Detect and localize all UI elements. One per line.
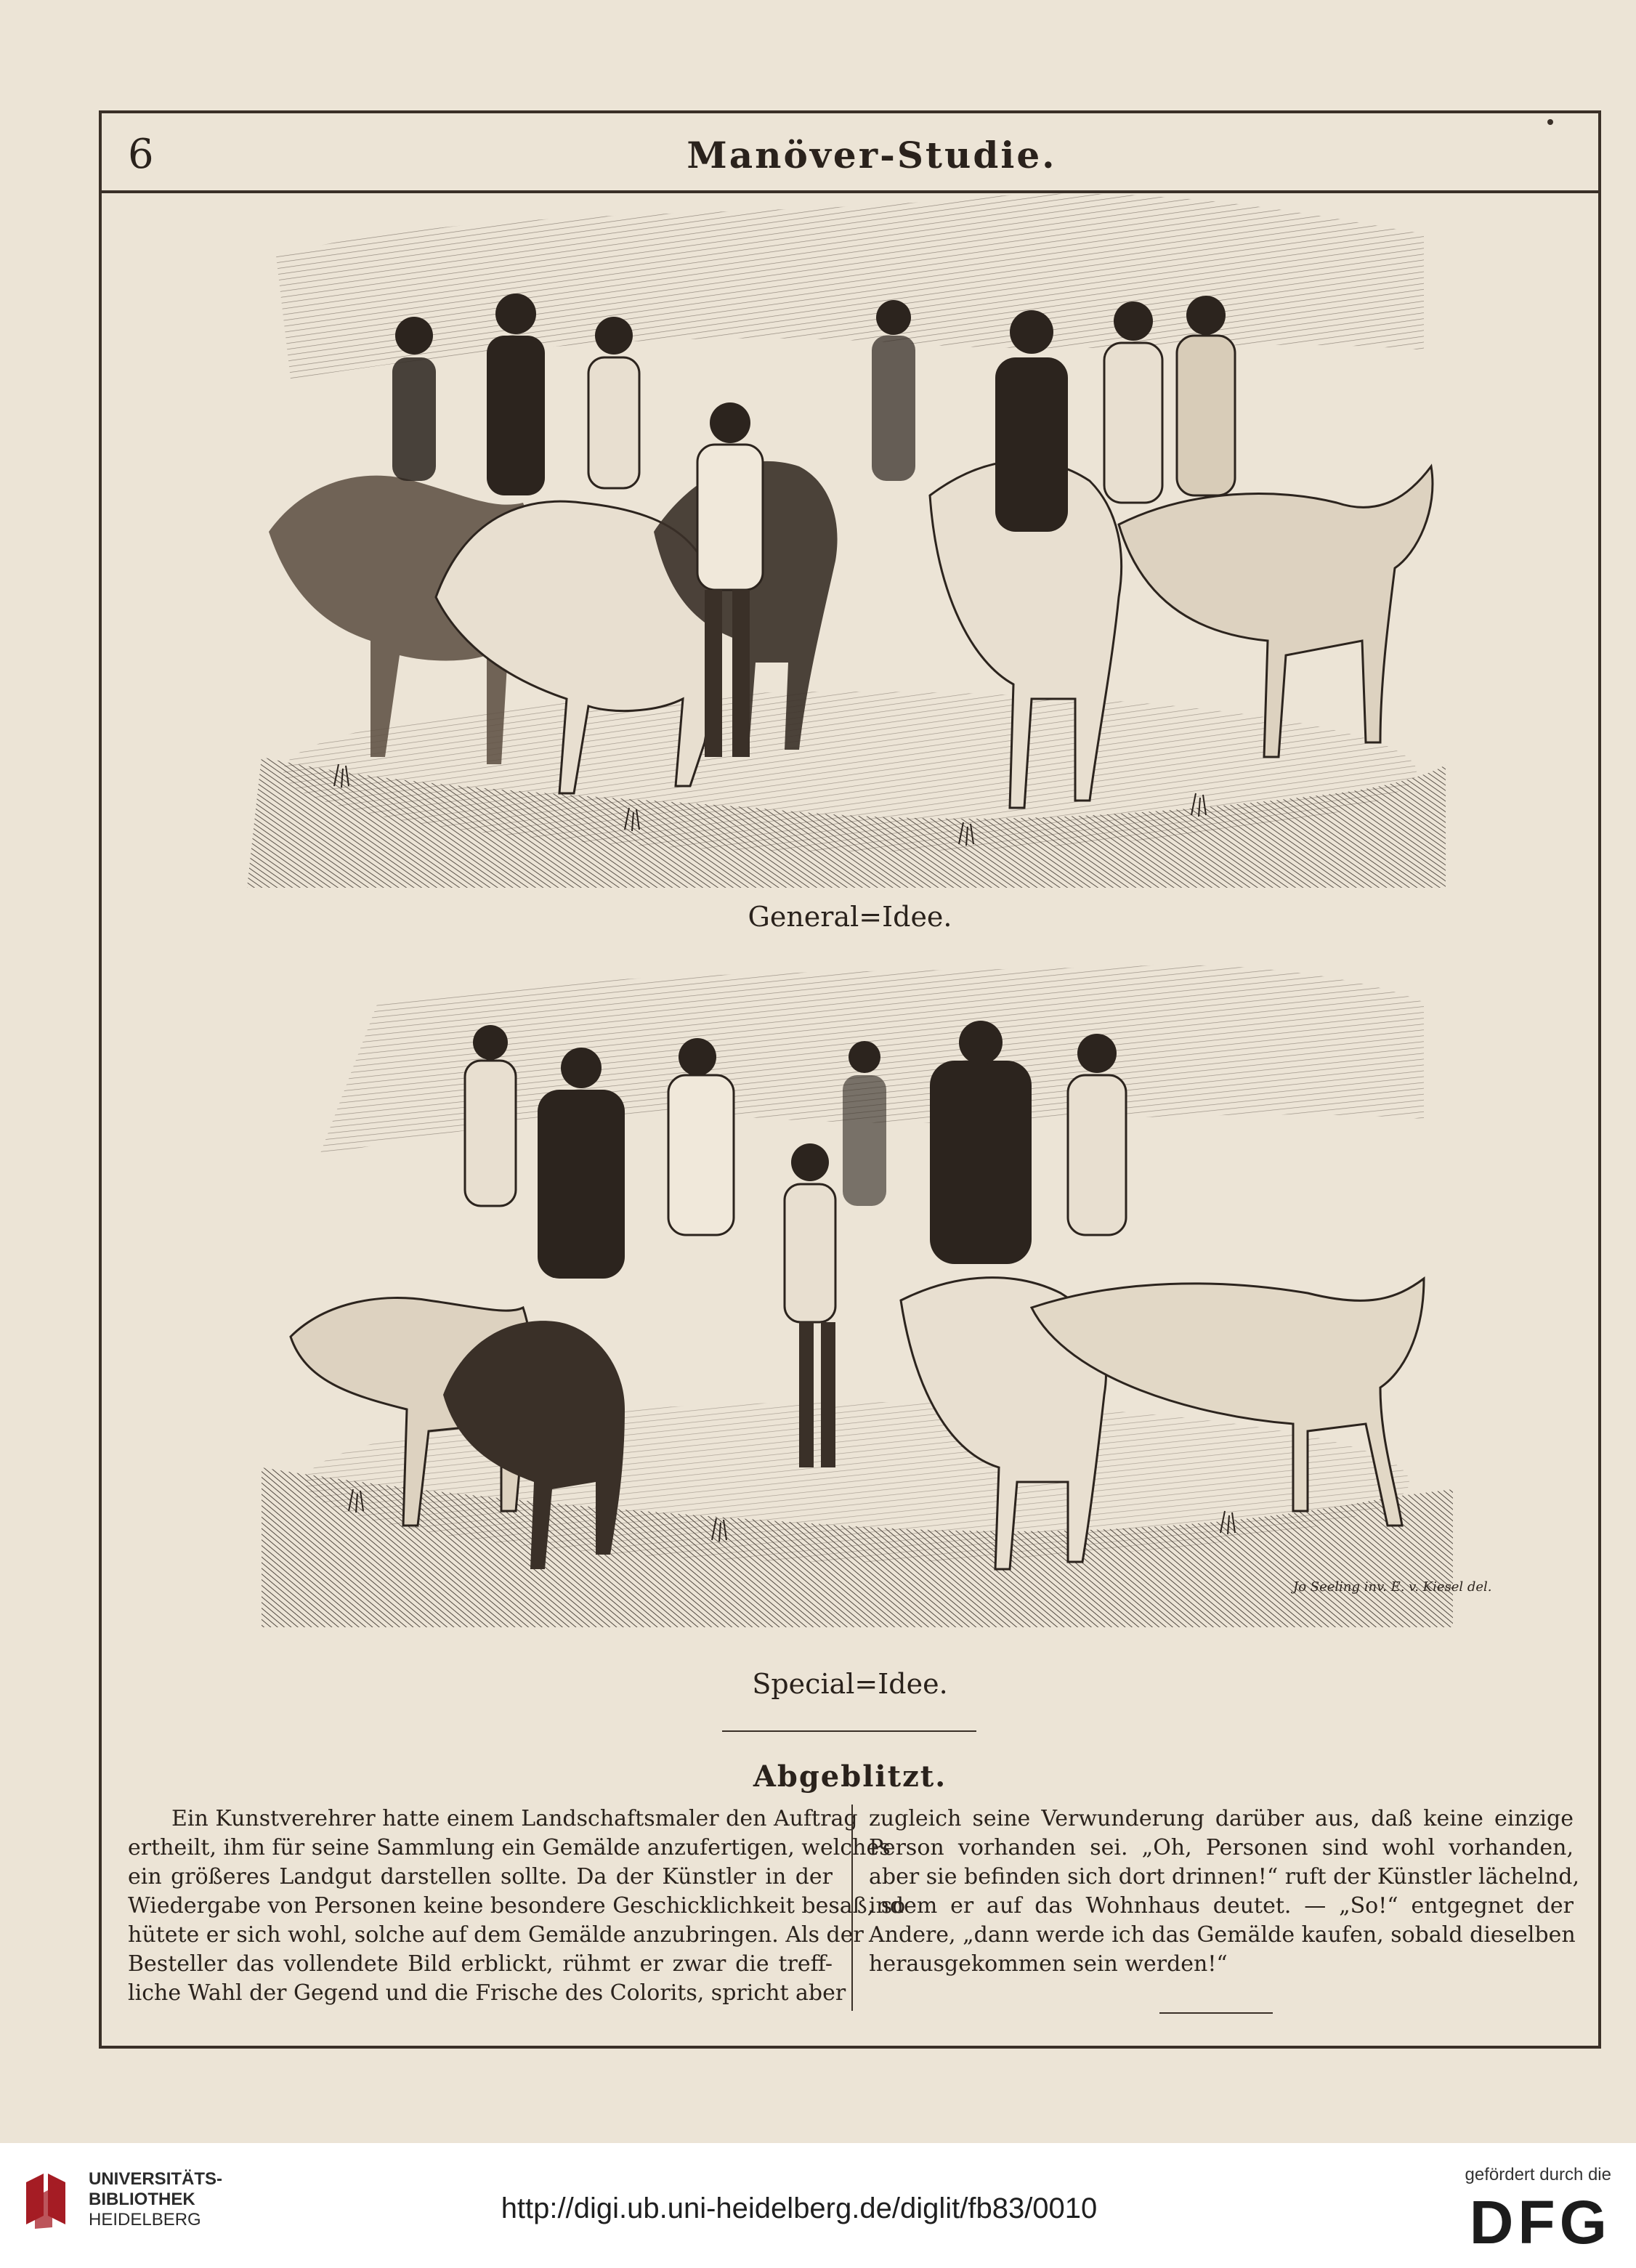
caption-special-idee: Special=Idee. (752, 1668, 948, 1700)
text-line: aber sie befinden sich dort drinnen!“ ruft der Künstler lächelnd, (869, 1864, 1580, 1890)
text-line: Wiedergabe von Personen keine besondere Geschicklichkeit besaß, so (128, 1893, 906, 1919)
text-line: herausgekommen sein werden!“ (869, 1951, 1228, 1977)
article-column-left (128, 1805, 906, 2008)
library-name (89, 2169, 222, 2230)
running-title: Manöver-Studie. (687, 134, 1057, 177)
article-title: Abgeblitzt. (753, 1759, 947, 1794)
footer-bar (0, 2143, 1636, 2268)
text-line: Andere, „dann werde ich das Gemälde kaufen, sobald dieselben (869, 1922, 1576, 1948)
page-number: 6 (128, 131, 154, 178)
library-name-line1: UNIVERSITÄTS- (89, 2169, 223, 2189)
text-line: Ein Kunstverehrer hatte einem Landschaftsmaler den Auftrag (171, 1806, 858, 1831)
ink-spot (1547, 119, 1553, 125)
ub-heidelberg-logo[interactable] (19, 2168, 80, 2232)
text-line: ein größeres Landgut darstellen sollte. Da der Künstler in der (128, 1864, 833, 1890)
article-column-right (869, 1805, 1580, 1979)
engraving-special-idee (262, 959, 1492, 1627)
end-separator (1159, 2012, 1273, 2014)
text-line: Besteller das vollendete Bild erblickt, rühmt er zwar die treff- (128, 1951, 833, 1977)
library-name-line3: HEIDELBERG (89, 2210, 201, 2229)
text-line: liche Wahl der Gegend und die Frische des Colorits, spricht aber (128, 1980, 846, 2006)
dfg-logo[interactable]: DFG (1469, 2188, 1611, 2256)
library-name-line2: BIBLIOTHEK (89, 2190, 195, 2209)
text-line: zugleich seine Verwunderung darüber aus, daß keine einzige (869, 1806, 1574, 1831)
permalink-url[interactable]: http://digi.ub.uni-heidelberg.de/diglit/fb83/0010 (501, 2192, 1098, 2224)
engraving-general-idee (247, 190, 1453, 888)
text-line: ertheilt, ihm für seine Sammlung ein Gemälde anzufertigen, welches (128, 1835, 891, 1860)
text-line: Person vorhanden sei. „Oh, Personen sind wohl vorhanden, (869, 1835, 1574, 1860)
text-line: hütete er sich wohl, solche auf dem Gemälde anzubringen. Als der (128, 1922, 864, 1948)
column-divider (851, 1805, 853, 2011)
section-separator (722, 1730, 976, 1732)
caption-general-idee: General=Idee. (748, 901, 952, 933)
engraver-signature: Jo Seeling inv. E. v. Kiesel del. (1293, 1579, 1492, 1595)
funded-by-label: gefördert durch die (1465, 2165, 1611, 2184)
text-line: indem er auf das Wohnhaus deutet. — „So!“ entgegnet der (869, 1893, 1574, 1919)
